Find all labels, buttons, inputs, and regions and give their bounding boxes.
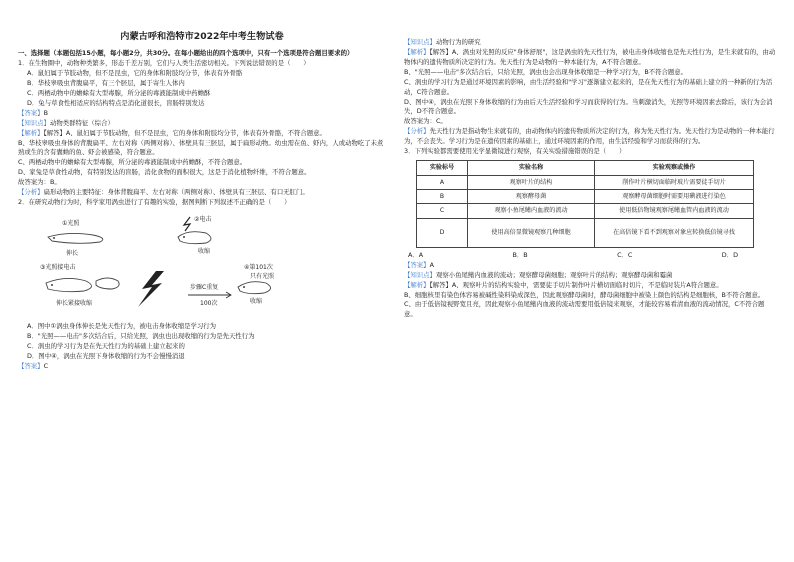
fig-label-101: ④第101次 bbox=[244, 264, 273, 271]
fig-label-contract-2: 收缩 bbox=[250, 298, 263, 305]
q2-summary bbox=[404, 127, 776, 147]
analysis-text: 【解答】A、涡虫对光照的反应"身体舒展"，这是涡虫的先天性行为，被电击身体收缩也是先天性行为，是生来就有的，由动物体内的遗传物质所决定的行为。先天性行为是动物的一种本能行为，A不符合题意。 bbox=[404, 47, 776, 66]
q3-analysis-c: C、由于低倍镜视野宽且亮，因此观察小鱼尾鳍内血液的流动需要用低倍镜来观察，才能较容易看清血液的流动情况，C不符合题意。 bbox=[404, 300, 765, 319]
fig-label-extend: 伸长 bbox=[66, 250, 79, 257]
answer-tag: 【答案】 bbox=[18, 108, 44, 117]
answer-tag: 【答案】 bbox=[404, 260, 430, 269]
fig-label-100: 100次 bbox=[200, 300, 218, 307]
answer-value: A bbox=[429, 260, 434, 269]
table-row bbox=[417, 204, 754, 218]
q2-option-b: B．"光照——电击"多次结合后，只给光照，涡虫也出现收缩的行为是先天性行为 bbox=[27, 331, 255, 340]
worm-2 bbox=[178, 232, 211, 244]
analysis-tag: 【解析】 bbox=[18, 128, 44, 137]
right-column bbox=[404, 0, 776, 562]
table-cell: 观察小鱼尾鳍内血液的流动 bbox=[468, 204, 595, 218]
q1-option-a: A．鼠妇属于节肢动物，但不是昆虫，它的身体和附肢均分节，体表有外骨骼 bbox=[27, 69, 243, 78]
q2-option-c: C．涡虫的学习行为是在先天性行为的基础上建立起来的 bbox=[27, 341, 185, 350]
q2-knowledge-point bbox=[404, 38, 776, 48]
q1-answer bbox=[18, 109, 386, 119]
answer-value: B bbox=[43, 108, 48, 117]
fig-label-light: ①光照 bbox=[62, 220, 80, 227]
table-cell: 观察叶片的结构 bbox=[468, 175, 595, 189]
analysis-text: 【解答】A、鼠妇属于节肢动物，但不是昆虫，它的身体和附肢均分节，体表有外骨骼，不符合题意。 bbox=[43, 128, 326, 137]
worm-4 bbox=[238, 282, 271, 294]
knowledge-tag: 【知识点】 bbox=[404, 270, 436, 279]
knowledge-value: 观察小鱼尾鳍内血液的流动；观察酵母菌细胞；观察叶片的结构；观察酵母菌和霉菌 bbox=[435, 270, 673, 279]
fig-label-extend-contract: 伸长紧接收缩 bbox=[56, 300, 93, 307]
header-cell: 实验名称 bbox=[468, 161, 595, 175]
summary-text: 扁形动物的主要特征：身体背腹扁平、左右对称（两侧对称）、体壁具有三胚层、有口无肛门。 bbox=[43, 188, 309, 197]
q1-analysis-final: 故答案为：B。 bbox=[18, 178, 61, 187]
q1-knowledge-point bbox=[18, 119, 386, 129]
summary-tag: 【分析】 bbox=[404, 127, 430, 136]
analysis-tag: 【解析】 bbox=[404, 47, 430, 56]
q2-analysis-d: D、图中④，涡虫在光照下身体收缩的行为由后天生活经验和学习而获得的行为。当刺激消失，光照等环境因素去除后，该行为会消失，D不符合题意。 bbox=[404, 97, 773, 116]
q2-option-a: A．图中①涡虫身体伸长是先天性行为，被电击身体收缩是学习行为 bbox=[27, 322, 217, 330]
analysis-text: 【解答】A、观察叶片的结构实验中，需要徒手切片制作叶片横切面临时切片，不是临时装片A符合题意。 bbox=[429, 280, 723, 289]
q1-analysis-d: D、家兔是草食性动物，有特别发达的盲肠，消化食物的面积很大，这是于消化植物纤维，不符合题意。 bbox=[18, 168, 311, 177]
q3-knowledge-point bbox=[404, 271, 776, 281]
knowledge-value: 动物行为的研究 bbox=[435, 38, 481, 46]
table-header-row bbox=[417, 161, 754, 175]
q2-analysis-c: C、涡虫的学习行为是通过环境因素的影响，由生活经验和"学习"逐渐建立起来的，是在先天性行为的基础上建立的一种新的行为活动，C符合题意。 bbox=[404, 77, 773, 96]
table-cell: C bbox=[417, 204, 468, 218]
table-cell: B bbox=[417, 189, 468, 203]
table-cell: 观察酵母菌细胞时需要用碘液进行染色 bbox=[595, 189, 754, 203]
lightning-bolt-icon bbox=[184, 217, 190, 231]
answer-value: C bbox=[43, 361, 49, 370]
section-heading: 一、选择题（本题包括15小题，每小题2分，共30分。在每小题给出的四个选项中，只有一个选项是符合题目要求的） bbox=[18, 49, 354, 58]
q3-answer bbox=[404, 261, 776, 271]
fig-label-contract: 收缩 bbox=[198, 248, 211, 255]
paper-title: 内蒙古呼和浩特市2022年中考生物试卷 bbox=[120, 31, 284, 42]
header-cell: 实验观察或操作 bbox=[595, 161, 754, 175]
fig-label-light-shock: ③光照接电击 bbox=[40, 264, 76, 271]
q1-analysis-c: C、两栖动物中的蟾蜍有大型毒腺，所分泌的毒液能制成中药蟾酥，不符合题意。 bbox=[18, 158, 247, 167]
fig-label-only-light: 只有光照 bbox=[250, 273, 275, 280]
lightning-bolt-large-icon bbox=[138, 271, 164, 307]
q2-answer bbox=[18, 362, 386, 372]
table-cell: 使用高倍显微镜观察几种细胞 bbox=[468, 218, 595, 247]
analysis-tag: 【解析】 bbox=[404, 280, 430, 289]
q3-options bbox=[404, 251, 776, 261]
table-row bbox=[417, 175, 754, 189]
q3-analysis-b: B、细胞核里有染色体容易被碱性染料染成深色，因此观察酵母菌时，酵母菌细胞中被染上颜色的结构是细胞核，B不符合题意。 bbox=[404, 290, 765, 299]
header-cell: 实验标号 bbox=[417, 161, 468, 175]
table-cell: 观察酵母菌 bbox=[468, 189, 595, 203]
q3-option-b: B．B bbox=[512, 250, 528, 259]
q3-option-d: D．D bbox=[721, 250, 738, 259]
q1-option-d: D．兔与草食性相适应的结构特点是消化道很长，盲肠特别发达 bbox=[27, 98, 205, 107]
table-row bbox=[417, 189, 754, 203]
table-cell: A bbox=[417, 175, 468, 189]
worm-1 bbox=[48, 233, 103, 243]
table-cell: 削作叶片横切面临时玻片需要徒手切片 bbox=[595, 175, 754, 189]
q1-option-b: B．华枝睾吸虫背腹扁平，有三个胚层，属于寄生人体内 bbox=[27, 79, 185, 88]
summary-text: 先天性行为是指动物生来就有的，由动物体内的遗传物质所决定的行为，称为先天性行为。先天性行为是动物的一种本能行为，不会丧失。学习行为是在遗传因素的基础上，通过环境因素的作用，由生活经验和学习而获得的行为。 bbox=[404, 127, 775, 146]
planarian-figure bbox=[38, 211, 298, 319]
knowledge-tag: 【知识点】 bbox=[404, 38, 436, 46]
q3-table bbox=[416, 160, 754, 248]
table-cell: 在高倍镜下看不到观察对象应转换低倍镜寻找 bbox=[595, 218, 754, 247]
fig-label-repeat: 步骤C重复 bbox=[190, 284, 219, 291]
q3-analysis-a bbox=[404, 281, 776, 291]
q3-option-c: C．C bbox=[617, 250, 633, 259]
knowledge-tag: 【知识点】 bbox=[18, 118, 50, 127]
summary-tag: 【分析】 bbox=[18, 188, 44, 197]
q2-option-d: D．图中④，涡虫在光照下身体收缩的行为不会慢慢消退 bbox=[27, 351, 185, 360]
q1-analysis-a bbox=[18, 129, 386, 139]
q2-stem: 2．在研究动物行为时，科学家用涡虫进行了有趣的实验，据图判断下列叙述不正确的是（ ） bbox=[18, 198, 291, 207]
q3-stem: 3．下列实验都需要使用光学显微镜进行观察，有关实验措施错误的是（ ） bbox=[404, 147, 626, 156]
fig-label-shock: ②电击 bbox=[194, 216, 212, 223]
q1-option-c: C．两栖动物中的蟾蜍有大型毒腺，所分泌的毒液能制成中药蟾酥 bbox=[27, 88, 211, 97]
q2-analysis-final: 故答案为：C。 bbox=[404, 117, 447, 126]
q2-analysis-a bbox=[404, 48, 776, 68]
q1-analysis-b: B、华枝睾吸虫身体的背腹扁平、左右对称（两侧对称）、体壁具有三胚层，属于扁形动物。幼虫需在鱼、虾内，人或动物吃了未煮熟或生的含有囊蚴的鱼、虾会被感染，符合题意。 bbox=[18, 138, 384, 157]
q1-stem: 1．在生物圈中，动物种类繁多，形态千差万别，它们与人类生活密切相关。下列说法错误的是（ ） bbox=[18, 59, 310, 68]
table-cell: D bbox=[417, 218, 468, 247]
table-row bbox=[417, 218, 754, 247]
table-cell: 使用低倍物镜观察尾鳍血管内血液的流动 bbox=[595, 204, 754, 218]
answer-tag: 【答案】 bbox=[18, 361, 44, 370]
q3-option-a: A．A bbox=[408, 250, 424, 259]
q1-summary bbox=[18, 188, 386, 198]
q2-analysis-b: B、"光照——电击"多次结合后，只给光照，涡虫也会出现身体收缩是一种学习行为，B不符合题意。 bbox=[404, 67, 688, 76]
knowledge-value: 动物类群特征（综合） bbox=[49, 118, 114, 127]
left-column bbox=[18, 0, 386, 562]
